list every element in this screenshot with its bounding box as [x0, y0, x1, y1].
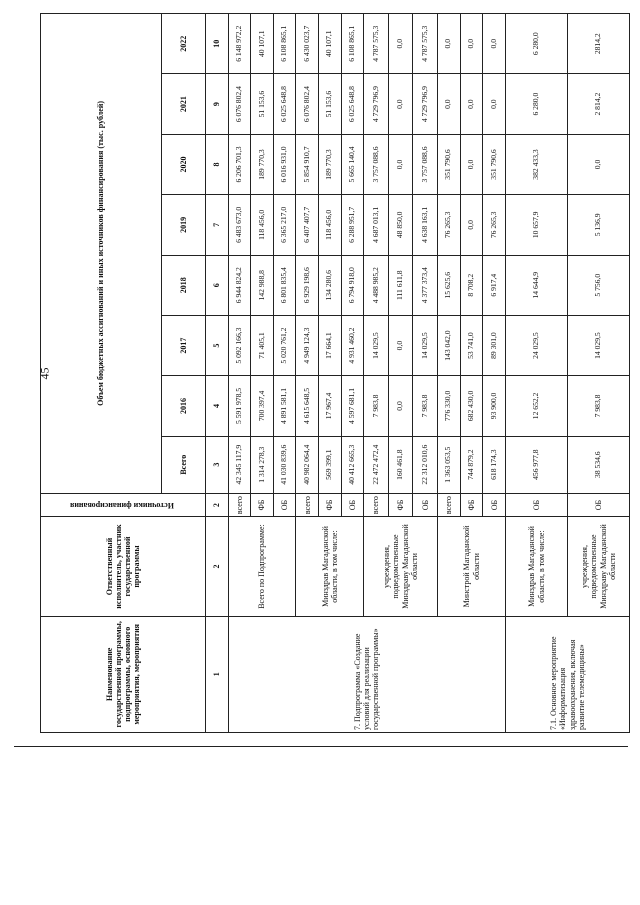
value-cell: 24 029,5: [506, 315, 568, 375]
value-cell: 51 153,6: [319, 74, 342, 134]
value-cell: 12 652,2: [506, 376, 568, 436]
value-cell: 6 025 648,8: [273, 74, 296, 134]
value-cell: 0,0: [388, 14, 413, 74]
value-cell: 682 430,0: [460, 376, 483, 436]
col-number: 2: [205, 517, 228, 616]
value-cell: 0,0: [483, 74, 506, 134]
value-cell: 8 708,2: [460, 255, 483, 315]
value-cell: 40 107,1: [319, 14, 342, 74]
value-cell: 2 814,2: [568, 74, 630, 134]
value-cell: 6 407 407,7: [296, 195, 319, 255]
value-cell: 6 917,4: [483, 255, 506, 315]
col-number: 5: [205, 315, 228, 375]
col-number: 8: [205, 134, 228, 194]
value-cell: 22 312 010,6: [413, 436, 438, 493]
value-cell: 0,0: [568, 134, 630, 194]
value-cell: 382 433,3: [506, 134, 568, 194]
source-cell: ОБ: [568, 493, 630, 517]
header-executor: Ответственный исполнитель, участник государственной программы: [41, 517, 206, 616]
value-cell: 40 107,1: [251, 14, 274, 74]
col-number: 9: [205, 74, 228, 134]
value-cell: 351 790,6: [483, 134, 506, 194]
value-cell: 134 280,6: [319, 255, 342, 315]
value-cell: 4 687 013,1: [364, 195, 389, 255]
value-cell: 4 597 681,1: [341, 376, 364, 436]
source-cell: всего: [228, 493, 251, 517]
value-cell: 17 967,4: [319, 376, 342, 436]
page-number: 45: [37, 367, 52, 380]
value-cell: 48 850,0: [388, 195, 413, 255]
value-cell: 4 931 460,2: [341, 315, 364, 375]
source-cell: ФБ: [460, 493, 483, 517]
value-cell: 4 787 575,3: [364, 14, 389, 74]
value-cell: 14 029,5: [568, 315, 630, 375]
header-year: 2016: [161, 376, 205, 436]
header-row-numbers: [205, 14, 228, 733]
value-cell: 41 030 839,6: [273, 436, 296, 493]
institutions-label: учреждения, подведомственные Минздраву Магаданской области: [364, 517, 438, 616]
col-number: 2: [205, 493, 228, 517]
value-cell: 76 265,3: [483, 195, 506, 255]
value-cell: 0,0: [388, 134, 413, 194]
value-cell: 456 977,8: [506, 436, 568, 493]
header-group-title: Объем бюджетных ассигнований и иных источников финансирования (тыс. рублей): [41, 14, 162, 494]
value-cell: 6 076 802,4: [296, 74, 319, 134]
value-cell: 40 982 064,4: [296, 436, 319, 493]
value-cell: 6 025 648,8: [341, 74, 364, 134]
source-cell: ФБ: [388, 493, 413, 517]
header-year: 2020: [161, 134, 205, 194]
value-cell: 4 615 648,5: [296, 376, 319, 436]
value-cell: 71 405,1: [251, 315, 274, 375]
value-cell: 0,0: [388, 74, 413, 134]
value-cell: 118 456,0: [251, 195, 274, 255]
value-cell: 6 206 701,3: [228, 134, 251, 194]
source-cell: всего: [296, 493, 319, 517]
value-cell: 5 136,9: [568, 195, 630, 255]
col-number: 4: [205, 376, 228, 436]
value-cell: 89 301,0: [483, 315, 506, 375]
value-cell: 7 983,8: [364, 376, 389, 436]
institutions-measure-label: учреждения, подведомственные Минздраву Магаданской области: [568, 517, 630, 616]
col-number: 3: [205, 436, 228, 493]
bottom-rule: [14, 746, 628, 747]
value-cell: 6 430 023,7: [296, 14, 319, 74]
value-cell: 6 148 972,2: [228, 14, 251, 74]
value-cell: 3 757 088,6: [413, 134, 438, 194]
value-cell: 160 461,8: [388, 436, 413, 493]
header-source: [41, 493, 206, 517]
value-cell: 351 790,6: [438, 134, 461, 194]
header-year: 2022: [161, 14, 205, 74]
source-cell: ОБ: [483, 493, 506, 517]
source-cell: ФБ: [319, 493, 342, 517]
value-cell: 111 611,8: [388, 255, 413, 315]
value-cell: 1 363 053,5: [438, 436, 461, 493]
value-cell: 4 488 985,2: [364, 255, 389, 315]
header-year: 2018: [161, 255, 205, 315]
value-cell: 776 330,0: [438, 376, 461, 436]
source-cell: всего: [364, 493, 389, 517]
value-cell: 76 265,3: [438, 195, 461, 255]
value-cell: 6 280,0: [506, 74, 568, 134]
value-cell: 0,0: [388, 315, 413, 375]
value-cell: 6 929 198,6: [296, 255, 319, 315]
col-number: 10: [205, 14, 228, 74]
value-cell: 14 029,5: [364, 315, 389, 375]
financing-table: [37, 13, 630, 733]
table-row: [228, 14, 251, 733]
value-cell: 6 944 824,2: [228, 255, 251, 315]
value-cell: 6 288 951,7: [341, 195, 364, 255]
value-cell: 142 988,8: [251, 255, 274, 315]
value-cell: 5 854 910,7: [296, 134, 319, 194]
header-year: 2019: [161, 195, 205, 255]
minstroy-label: Минстрой Магаданской области: [438, 517, 506, 616]
source-cell: ОБ: [413, 493, 438, 517]
col-number: 6: [205, 255, 228, 315]
value-cell: 15 625,6: [438, 255, 461, 315]
value-cell: 4 949 124,3: [296, 315, 319, 375]
source-cell: ОБ: [341, 493, 364, 517]
subprogram-total-label: Всего по Подпрограмме:: [228, 517, 296, 616]
value-cell: 5 092 166,3: [228, 315, 251, 375]
rotated-table-wrapper: [37, 13, 630, 733]
header-total: Всего: [161, 436, 205, 493]
value-cell: 4 729 796,9: [413, 74, 438, 134]
value-cell: 744 879,2: [460, 436, 483, 493]
value-cell: 4 638 163,1: [413, 195, 438, 255]
value-cell: 53 741,0: [460, 315, 483, 375]
source-cell: ОБ: [273, 493, 296, 517]
value-cell: 0,0: [460, 195, 483, 255]
value-cell: 1 314 278,3: [251, 436, 274, 493]
value-cell: 618 174,3: [483, 436, 506, 493]
value-cell: 6 483 673,0: [228, 195, 251, 255]
value-cell: 7 983,8: [413, 376, 438, 436]
value-cell: 6 365 217,0: [273, 195, 296, 255]
header-row-top: [41, 14, 162, 733]
value-cell: 5 665 140,4: [341, 134, 364, 194]
value-cell: 6 108 865,1: [341, 14, 364, 74]
measure-name: 7.1. Основное мероприятие «Информатизация здравоохранения, включая развитие телемедицины»: [506, 616, 630, 732]
value-cell: 5 591 978,5: [228, 376, 251, 436]
value-cell: 38 534,6: [568, 436, 630, 493]
header-year: 2017: [161, 315, 205, 375]
value-cell: 6 280,0: [506, 14, 568, 74]
header-source-text: Источники финансирования: [69, 500, 174, 510]
value-cell: 4 377 373,4: [413, 255, 438, 315]
value-cell: 4 787 575,3: [413, 14, 438, 74]
source-cell: всего: [438, 493, 461, 517]
source-cell: ОБ: [506, 493, 568, 517]
value-cell: 0,0: [438, 74, 461, 134]
value-cell: 700 397,4: [251, 376, 274, 436]
value-cell: 93 900,0: [483, 376, 506, 436]
source-cell: ФБ: [251, 493, 274, 517]
value-cell: 10 657,9: [506, 195, 568, 255]
value-cell: 2814,2: [568, 14, 630, 74]
value-cell: 6 801 835,4: [273, 255, 296, 315]
table-row: [506, 14, 568, 733]
value-cell: 0,0: [460, 74, 483, 134]
value-cell: 7 983,8: [568, 376, 630, 436]
value-cell: 14 029,5: [413, 315, 438, 375]
subprogram-name: 7. Подпрограмма «Создание условий для реализации государственной программы»: [228, 616, 505, 732]
value-cell: 569 399,1: [319, 436, 342, 493]
minzdrav-measure-label: Минздрав Магаданской области, в том числе:: [506, 517, 568, 616]
value-cell: 6 016 931,0: [273, 134, 296, 194]
value-cell: 22 472 472,4: [364, 436, 389, 493]
value-cell: 6 108 865,1: [273, 14, 296, 74]
value-cell: 118 456,0: [319, 195, 342, 255]
value-cell: 6 076 802,4: [228, 74, 251, 134]
value-cell: 4 729 796,9: [364, 74, 389, 134]
value-cell: 14 644,9: [506, 255, 568, 315]
value-cell: 42 345 117,9: [228, 436, 251, 493]
minzdrav-label: Минздрав Магаданской области, в том числе:: [296, 517, 364, 616]
value-cell: 0,0: [388, 376, 413, 436]
value-cell: 3 757 088,6: [364, 134, 389, 194]
value-cell: 4 891 581,1: [273, 376, 296, 436]
value-cell: 51 153,6: [251, 74, 274, 134]
value-cell: 189 770,3: [319, 134, 342, 194]
header-year: 2021: [161, 74, 205, 134]
value-cell: 0,0: [460, 134, 483, 194]
value-cell: 0,0: [483, 14, 506, 74]
value-cell: 17 664,1: [319, 315, 342, 375]
value-cell: 189 770,3: [251, 134, 274, 194]
value-cell: 5 756,0: [568, 255, 630, 315]
value-cell: 6 794 918,0: [341, 255, 364, 315]
value-cell: 40 412 665,3: [341, 436, 364, 493]
value-cell: 0,0: [438, 14, 461, 74]
value-cell: 5 020 761,2: [273, 315, 296, 375]
col-number: 7: [205, 195, 228, 255]
col-number: 1: [205, 616, 228, 732]
value-cell: 0,0: [460, 14, 483, 74]
value-cell: 143 042,0: [438, 315, 461, 375]
header-name: Наименование государственной программы, подпрограммы, основного мероприятия, мероприятия: [41, 616, 206, 732]
